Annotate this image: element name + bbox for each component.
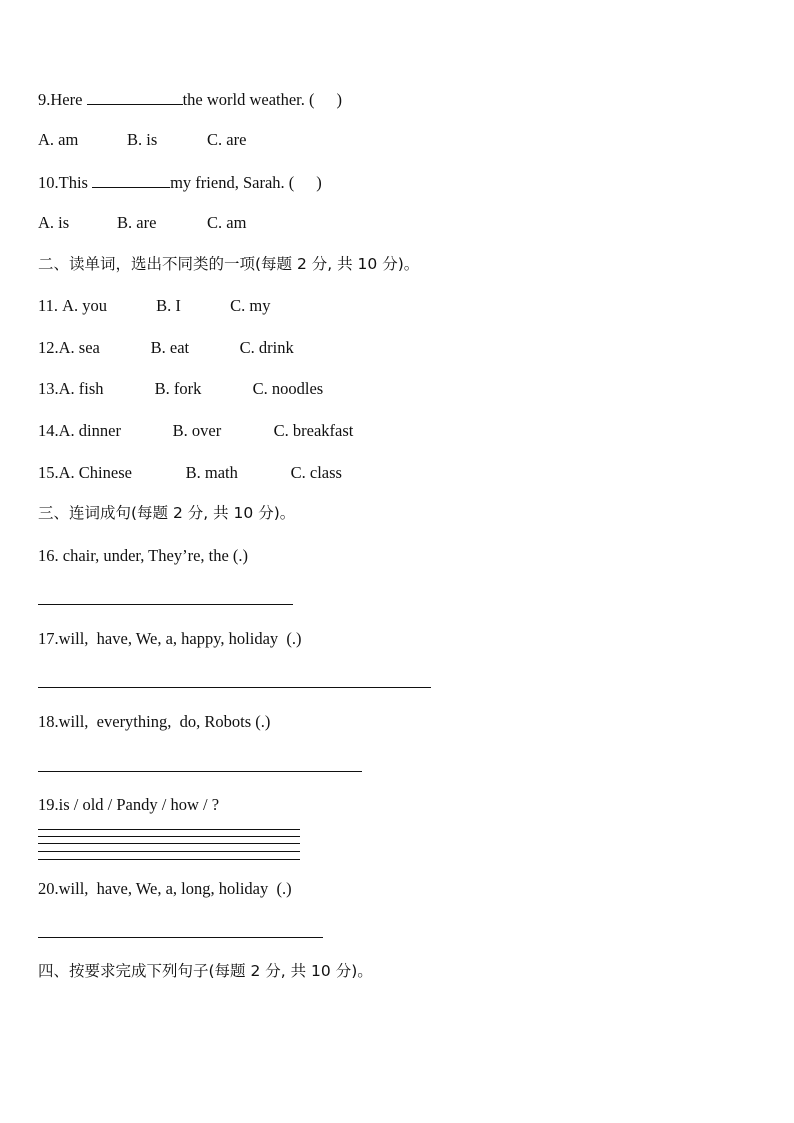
question-number: 11. [38, 296, 63, 315]
question-19: 19.is / old / Pandy / how / ? [38, 795, 220, 814]
question-text-after: my friend, Sarah. ( [170, 173, 295, 192]
question-number: 15. [38, 463, 59, 482]
option-a: A. is [38, 213, 70, 232]
option-b: B. math [185, 463, 238, 482]
question-number: 14. [38, 421, 59, 440]
option-c: C. drink [239, 338, 294, 357]
close-paren: ) [316, 173, 322, 192]
answer-line-17[interactable] [38, 687, 431, 688]
answer-line-19b[interactable] [38, 836, 300, 837]
answer-line-18[interactable] [38, 771, 362, 772]
answer-line-19c[interactable] [38, 843, 300, 844]
options-10 [38, 213, 246, 233]
question-16: 16. chair, under, They’re, the (.) [38, 546, 249, 565]
option-b: B. eat [150, 338, 190, 357]
section-3-heading: 三、连词成句(每题 2 分, 共 10 分)。 [38, 504, 296, 522]
answer-line-19a[interactable] [38, 829, 300, 830]
section-2-heading: 二、读单词，选出不同类的一项(每题 2 分, 共 10 分)。 [38, 255, 420, 273]
option-c: C. are [207, 130, 247, 149]
option-a: A. you [62, 296, 108, 315]
question-number: 12. [38, 338, 59, 357]
option-b: B. is [127, 130, 158, 149]
question-number: 13. [38, 379, 59, 398]
option-b: B. over [172, 421, 222, 440]
question-20: 20.will, have, We, a, long, holiday (.) [38, 879, 292, 898]
option-b: B. are [117, 213, 157, 232]
option-b: B. fork [154, 379, 202, 398]
answer-line-16[interactable] [38, 604, 293, 605]
answer-line-20[interactable] [38, 937, 323, 938]
options-9 [38, 130, 246, 150]
question-12 [38, 338, 294, 358]
question-18: 18.will, everything, do, Robots (.) [38, 712, 271, 731]
option-c: C. my [230, 296, 271, 315]
question-17: 17.will, have, We, a, happy, holiday (.) [38, 629, 302, 648]
option-c: C. am [207, 213, 247, 232]
question-text-after: the world weather. ( [182, 90, 315, 109]
question-number: 9. [38, 90, 51, 109]
option-c: C. noodles [252, 379, 324, 398]
question-11 [38, 296, 270, 316]
option-a: A. sea [58, 338, 100, 357]
question-14 [38, 421, 353, 441]
close-paren: ) [336, 90, 343, 109]
option-a: A. Chinese [58, 463, 132, 482]
option-c: C. class [290, 463, 342, 482]
question-13 [38, 379, 323, 399]
question-number: 10. [38, 173, 59, 192]
option-b: B. I [156, 296, 181, 315]
question-text-before: Here [50, 90, 87, 109]
question-9 [38, 88, 342, 110]
question-text-before: This [58, 173, 93, 192]
fill-blank[interactable] [92, 171, 170, 188]
answer-line-19d[interactable] [38, 851, 300, 852]
option-a: A. am [38, 130, 79, 149]
section-4-heading: 四、按要求完成下列句子(每题 2 分, 共 10 分)。 [38, 962, 373, 980]
fill-blank[interactable] [87, 88, 183, 105]
answer-line-19e[interactable] [38, 859, 300, 860]
question-15 [38, 463, 342, 483]
option-c: C. breakfast [273, 421, 354, 440]
option-a: A. dinner [58, 421, 121, 440]
option-a: A. fish [58, 379, 104, 398]
question-10 [38, 171, 322, 193]
